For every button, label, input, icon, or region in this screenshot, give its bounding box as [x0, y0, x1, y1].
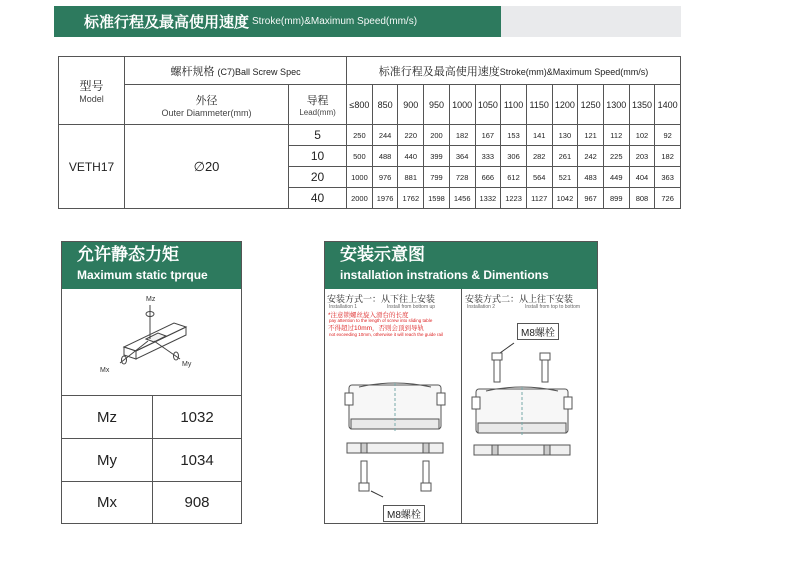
speed-cell: 333: [475, 146, 501, 167]
stroke-col: ≤800: [347, 85, 373, 125]
speed-cell: 449: [603, 167, 629, 188]
install-title-zh: 安装示意图: [340, 245, 425, 264]
speed-cell: 167: [475, 125, 501, 146]
torque-table: [62, 396, 241, 523]
speed-cell: 2000: [347, 188, 373, 209]
header-banner: [54, 6, 501, 37]
method1-en-b: Install from bottom up: [387, 304, 436, 310]
speed-cell: 141: [526, 125, 552, 146]
speed-cell: 130: [552, 125, 578, 146]
torque-key: My: [62, 439, 153, 481]
stroke-col: 1250: [578, 85, 604, 125]
table-row: [62, 482, 241, 523]
torque-value: 1034: [180, 451, 214, 469]
speed-cell: 399: [424, 146, 450, 167]
lead-value: 40: [289, 188, 347, 209]
lead-value: 5: [289, 125, 347, 146]
method2-diagram: [462, 341, 597, 523]
speed-cell: 666: [475, 167, 501, 188]
speed-cell: 726: [655, 188, 681, 209]
header-grey-band: [501, 6, 681, 37]
speed-cell: 799: [424, 167, 450, 188]
outer-diameter-header: 外径 Outer Diammeter(mm): [125, 85, 289, 125]
speed-cell: 364: [449, 146, 475, 167]
stroke-col: 1350: [629, 85, 655, 125]
speed-cell: 1127: [526, 188, 552, 209]
table-row: [62, 396, 241, 439]
speed-cell: 1000: [347, 167, 373, 188]
speed-cell: 1223: [501, 188, 527, 209]
note2-en: not exceeding 10mm, otherwise it will reach the guide rail: [329, 332, 444, 337]
speed-cell: 121: [578, 125, 604, 146]
stroke-col: 1150: [526, 85, 552, 125]
speed-cell: 1456: [449, 188, 475, 209]
speed-cell: 363: [655, 167, 681, 188]
speed-cell: 1976: [372, 188, 398, 209]
speed-cell: 881: [398, 167, 424, 188]
torque-key: Mx: [62, 482, 153, 523]
table-row: [62, 439, 241, 482]
speed-cell: 153: [501, 125, 527, 146]
speed-cell: 500: [347, 146, 373, 167]
stroke-col: 1050: [475, 85, 501, 125]
speed-cell: 182: [655, 146, 681, 167]
speed-cell: 976: [372, 167, 398, 188]
speed-cell: 1598: [424, 188, 450, 209]
method2-title: 安装方式二：从上往下安装: [465, 294, 574, 304]
speed-cell: 282: [526, 146, 552, 167]
table-row: [59, 125, 681, 146]
torque-title-zh: 允许静态力矩: [77, 245, 179, 264]
method1-en-a: Installation 1: [329, 304, 358, 310]
speed-cell: 1762: [398, 188, 424, 209]
lead-value: 20: [289, 167, 347, 188]
speed-cell: 244: [372, 125, 398, 146]
speed-cell: 1042: [552, 188, 578, 209]
stroke-col: 950: [424, 85, 450, 125]
speed-cell: 112: [603, 125, 629, 146]
stroke-speed-table: [58, 56, 681, 209]
note1-en: pay attention to the length of screw into sliding table: [329, 318, 433, 323]
speed-cell: 404: [629, 167, 655, 188]
lead-value: 10: [289, 146, 347, 167]
static-torque-panel: [61, 241, 242, 524]
speed-cell: 242: [578, 146, 604, 167]
method2-en-a: Installation 2: [467, 304, 496, 310]
axis-mz-label: Mz: [146, 296, 156, 303]
speed-cell: 440: [398, 146, 424, 167]
stroke-col: 1200: [552, 85, 578, 125]
header-title-zh: 标准行程及最高使用速度: [84, 14, 250, 31]
speed-cell: 203: [629, 146, 655, 167]
note1-zh: *注意锁螺丝旋入滑台的长度: [328, 312, 409, 319]
stroke-speed-header: 标准行程及最高使用速度Stroke(mm)&Maximum Speed(mm/s): [347, 57, 681, 85]
axis-my-label: My: [182, 361, 192, 368]
bolt-label-m8-bottom: M8螺栓: [383, 505, 425, 522]
torque-value: 1032: [180, 408, 214, 426]
torque-axes-diagram: [62, 289, 241, 396]
model-header: 型号 Model: [59, 57, 125, 125]
header-title-en: Stroke(mm)&Maximum Speed(mm/s): [252, 16, 418, 27]
speed-cell: 1332: [475, 188, 501, 209]
speed-cell: 488: [372, 146, 398, 167]
torque-panel-header: [62, 242, 241, 289]
install-diagrams: [325, 289, 597, 523]
stroke-col: 1300: [603, 85, 629, 125]
speed-cell: 521: [552, 167, 578, 188]
screw-spec-header: 螺杆规格 (C7)Ball Screw Spec: [125, 57, 347, 85]
install-title-en: installation instrations & Dimentions: [340, 268, 549, 282]
speed-cell: 306: [501, 146, 527, 167]
speed-cell: 967: [578, 188, 604, 209]
speed-cell: 899: [603, 188, 629, 209]
torque-title-en: Maximum static tprque: [77, 268, 208, 282]
speed-cell: 564: [526, 167, 552, 188]
method1-title: 安装方式一：从下往上安装: [327, 294, 436, 304]
speed-cell: 612: [501, 167, 527, 188]
stroke-col: 1100: [501, 85, 527, 125]
speed-cell: 728: [449, 167, 475, 188]
torque-value: 908: [184, 494, 210, 511]
lead-header: 导程 Lead(mm): [289, 85, 347, 125]
note2-zh: 不得超过10mm，否则会顶到导轨: [328, 325, 425, 332]
method2-en-b: Install from top to bottom: [525, 304, 581, 310]
torque-key: Mz: [62, 396, 153, 438]
speed-cell: 483: [578, 167, 604, 188]
speed-cell: 225: [603, 146, 629, 167]
speed-cell: 220: [398, 125, 424, 146]
method1-diagram: [325, 379, 461, 509]
installation-panel: [324, 241, 598, 524]
speed-cell: 250: [347, 125, 373, 146]
outer-diameter-value: ∅20: [125, 125, 289, 209]
speed-cell: 182: [449, 125, 475, 146]
stroke-col: 1000: [449, 85, 475, 125]
speed-cell: 92: [655, 125, 681, 146]
model-value: VETH17: [59, 125, 125, 209]
stroke-col: 1400: [655, 85, 681, 125]
stroke-col: 850: [372, 85, 398, 125]
speed-cell: 808: [629, 188, 655, 209]
speed-cell: 200: [424, 125, 450, 146]
speed-cell: 261: [552, 146, 578, 167]
install-panel-header: [325, 242, 597, 289]
speed-cell: 102: [629, 125, 655, 146]
bolt-label-m8-top: M8螺栓: [517, 323, 559, 340]
stroke-col: 900: [398, 85, 424, 125]
axis-mx-label: Mx: [100, 367, 110, 374]
